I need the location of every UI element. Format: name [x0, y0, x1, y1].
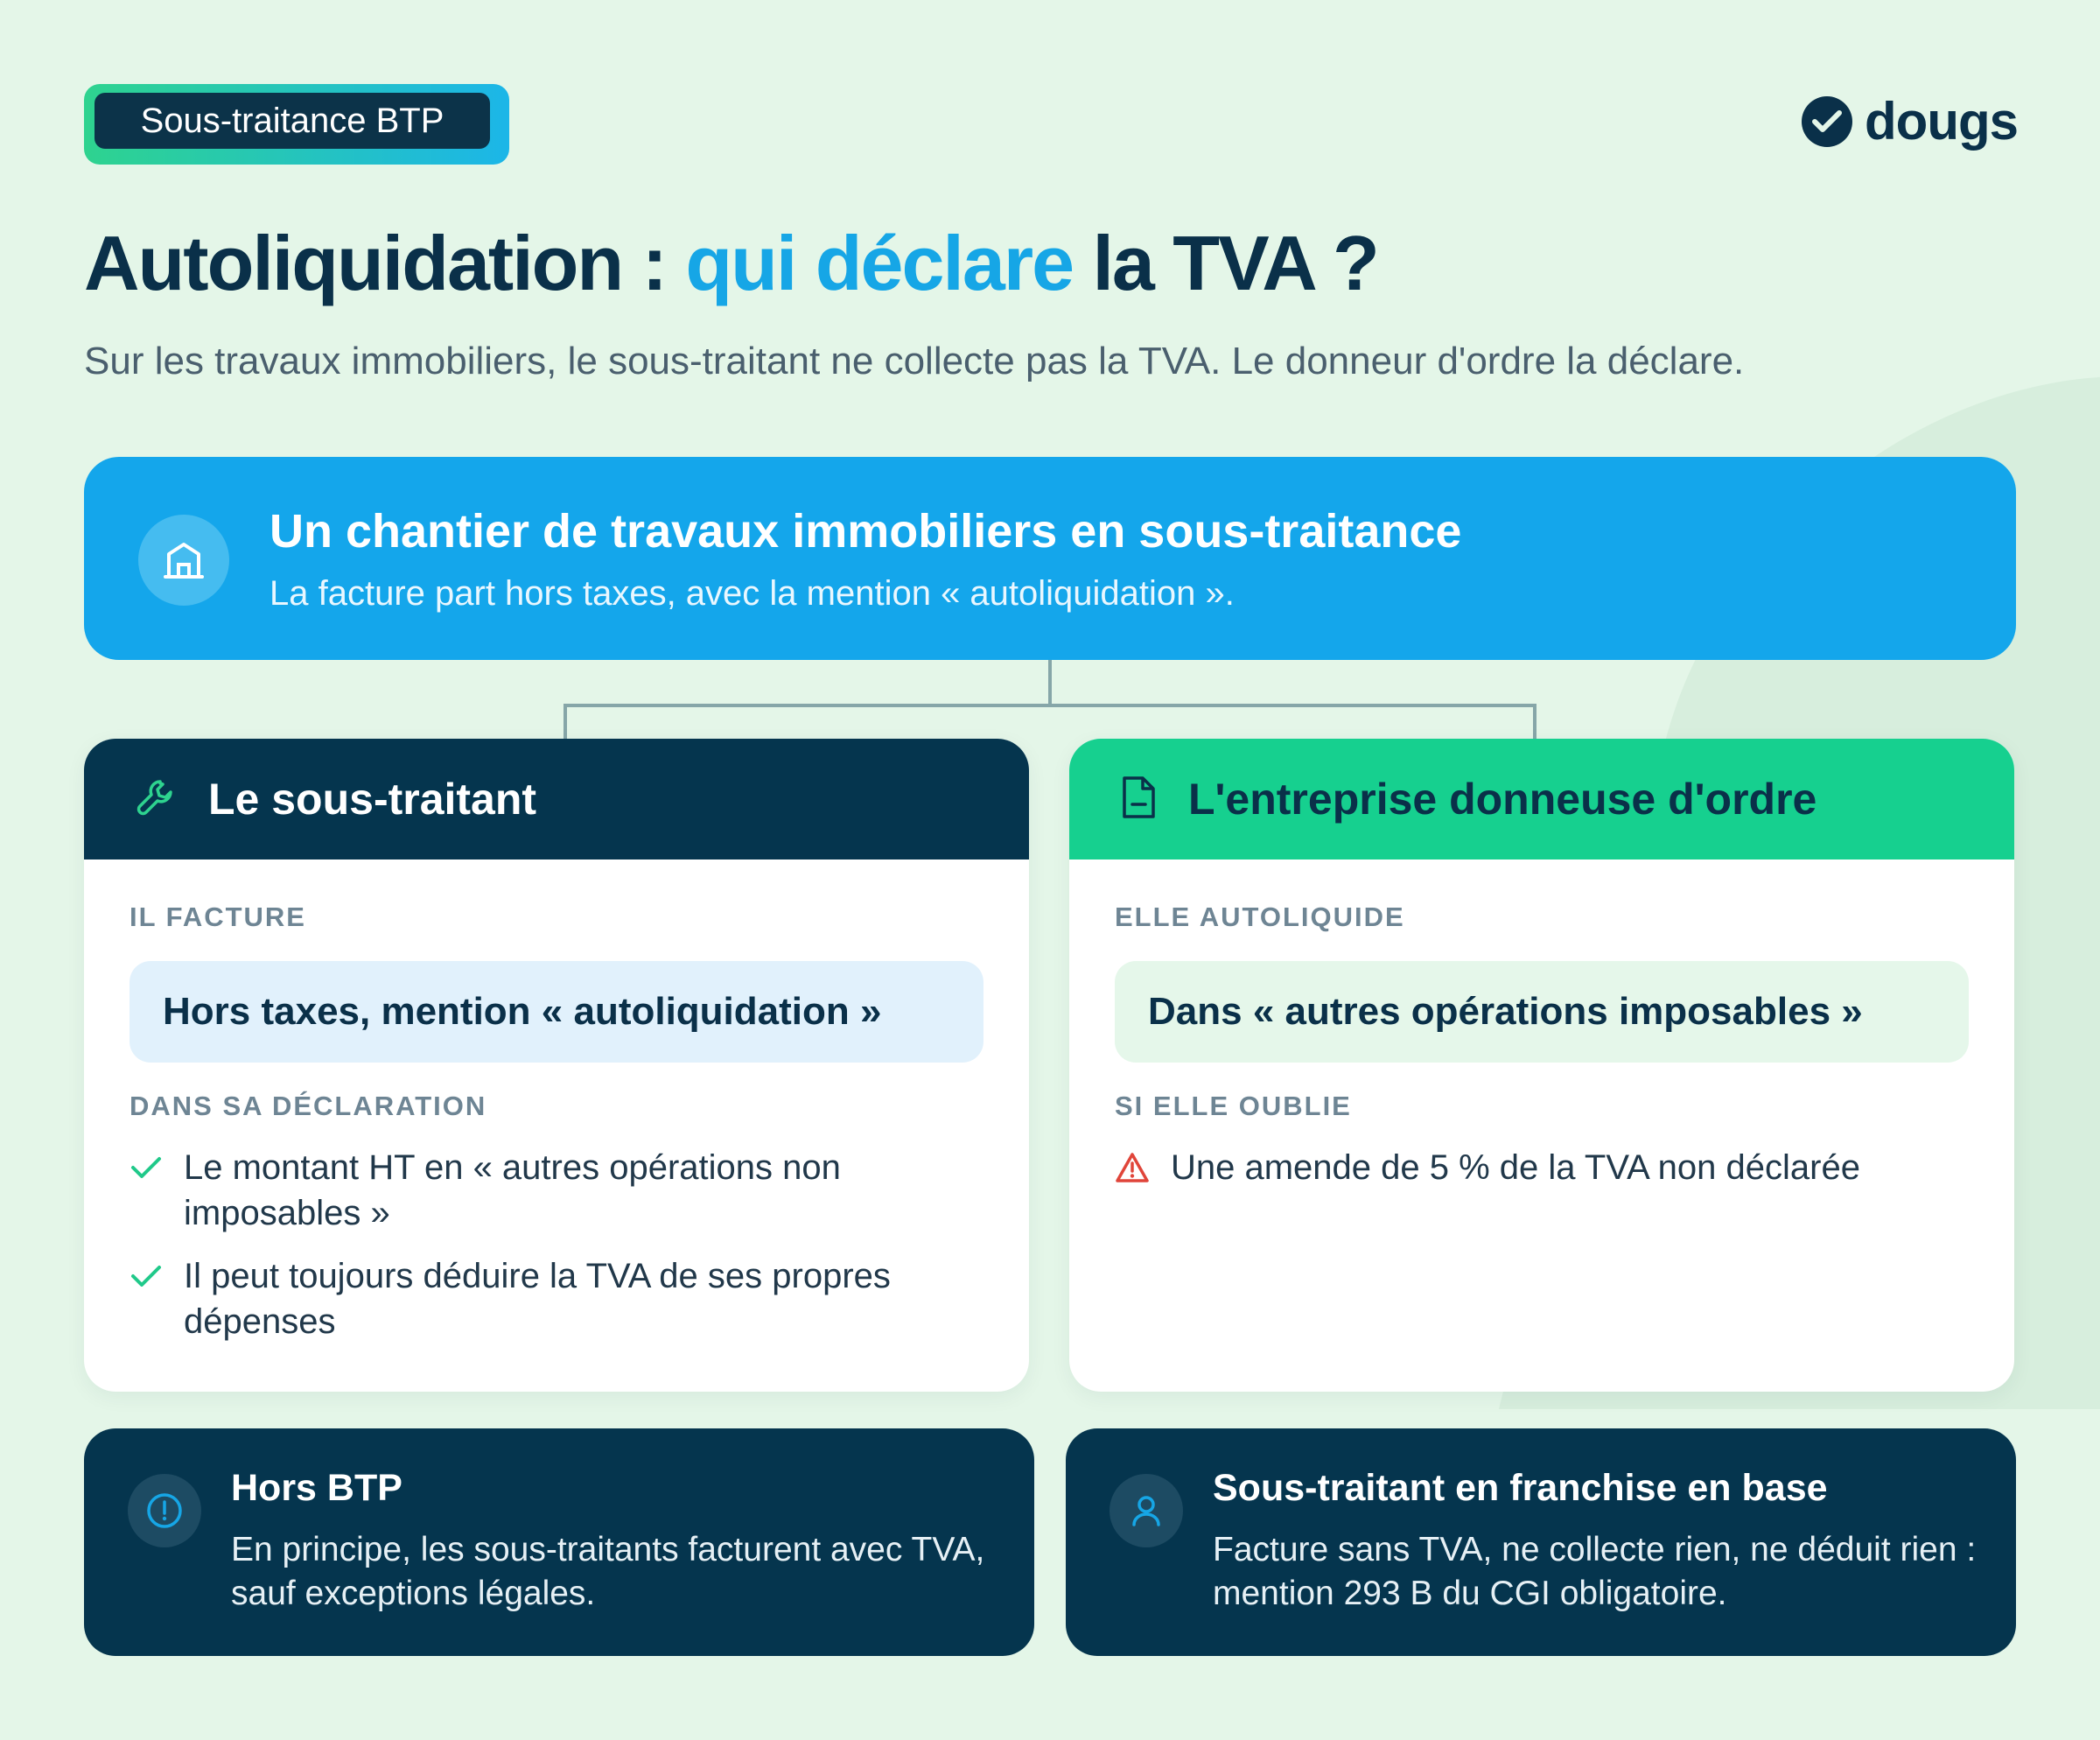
user-icon: [1110, 1474, 1183, 1547]
check-list: [130, 1145, 984, 1344]
card-body: [84, 859, 1029, 1344]
check-icon: [130, 1253, 163, 1299]
page-title: [84, 219, 1378, 308]
check-icon: [130, 1145, 163, 1190]
card-header: [84, 739, 1029, 859]
title-part-1: Autoliquidation :: [84, 220, 686, 306]
card-sous-traitant: [84, 739, 1029, 1392]
list-item: [1115, 1145, 1969, 1190]
highlight-pill: Dans « autres opérations imposables »: [1115, 961, 1969, 1063]
hero-banner: [84, 457, 2016, 660]
document-icon: [1118, 775, 1158, 824]
section-label: IL FACTURE: [130, 902, 306, 932]
note-hors-btp: [84, 1428, 1034, 1656]
card-header: [1069, 739, 2014, 859]
note-title: Hors BTP: [231, 1467, 402, 1509]
wrench-icon: [133, 775, 178, 824]
section-label: DANS SA DÉCLARATION: [130, 1091, 487, 1121]
section-label: ELLE AUTOLIQUIDE: [1115, 902, 1405, 932]
section-label: SI ELLE OUBLIE: [1115, 1091, 1352, 1121]
note-title: Sous-traitant en franchise en base: [1213, 1467, 1828, 1509]
category-tag: [84, 84, 509, 165]
title-accent: qui déclare: [685, 220, 1074, 306]
warning-icon: [1115, 1145, 1150, 1190]
list-item-text: Il peut toujours déduire la TVA de ses propres dépenses: [184, 1257, 891, 1341]
page-subtitle: Sur les travaux immobiliers, le sous-traitant ne collecte pas la TVA. Le donneur d'ordre la déclare.: [84, 340, 1745, 382]
hero-subtitle: La facture part hors taxes, avec la mention « autoliquidation ».: [270, 574, 1235, 613]
list-item: [130, 1145, 984, 1236]
card-body: [1069, 859, 2014, 1190]
hero-title: Un chantier de travaux immobiliers en sous-traitance: [270, 505, 1462, 558]
card-title: L'entreprise donneuse d'ordre: [1188, 775, 1817, 824]
brand-name: dougs: [1865, 92, 2018, 151]
list-item-text: Le montant HT en « autres opérations non imposables »: [184, 1148, 841, 1232]
title-part-2: la TVA ?: [1073, 220, 1378, 306]
note-text: Facture sans TVA, ne collecte rien, ne déduit rien : mention 293 B du CGI obligatoire.: [1213, 1531, 1977, 1612]
list-item: [130, 1253, 984, 1344]
note-text: En principe, les sous-traitants facturent avec TVA, sauf exceptions légales.: [231, 1531, 985, 1612]
highlight-pill: Hors taxes, mention « autoliquidation »: [130, 961, 984, 1063]
info-icon: [128, 1474, 201, 1547]
flow-connector: [560, 660, 1540, 740]
card-donneur-ordre: [1069, 739, 2014, 1392]
tag-label: Sous-traitance BTP: [94, 93, 490, 149]
note-franchise-base: [1066, 1428, 2016, 1656]
brand-logo: [1802, 91, 2018, 151]
check-badge-icon: [1802, 96, 1852, 147]
building-icon: [138, 515, 229, 606]
card-title: Le sous-traitant: [208, 775, 537, 824]
list-item-text: Une amende de 5 % de la TVA non déclarée: [1171, 1148, 1860, 1187]
warning-list: [1115, 1145, 1969, 1190]
